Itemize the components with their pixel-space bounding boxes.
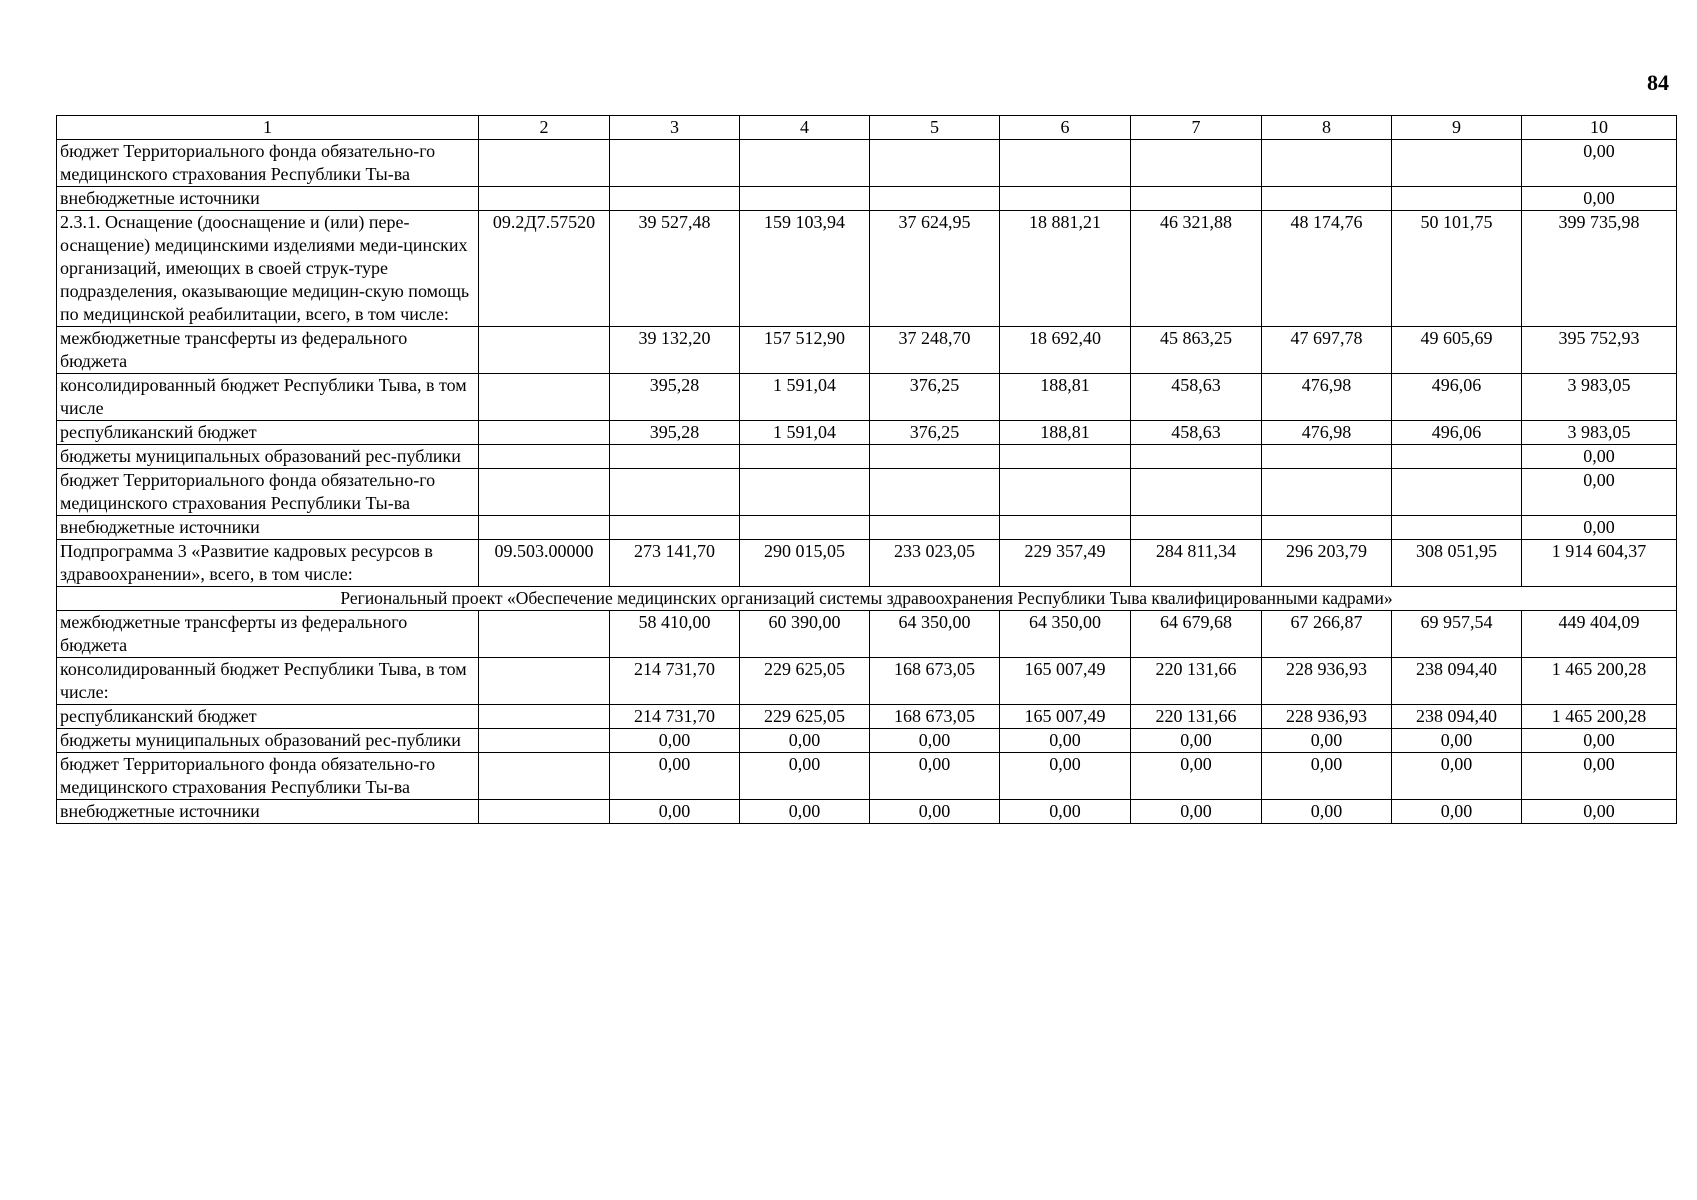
row-name-cell: бюджет Территориального фонда обязательно-го медицинского страхования Республики Ты-ва	[57, 469, 479, 516]
table-row	[57, 516, 1677, 540]
value-cell: 49 605,69	[1392, 327, 1522, 374]
table-row	[57, 705, 1677, 729]
value-cell: 67 266,87	[1262, 611, 1392, 658]
budget-code-cell	[479, 140, 610, 187]
column-header: 7	[1131, 116, 1262, 140]
budget-code-cell: 09.503.00000	[479, 540, 610, 587]
value-cell	[1000, 140, 1131, 187]
value-cell	[1000, 187, 1131, 211]
value-cell: 37 624,95	[870, 211, 1000, 327]
value-cell: 168 673,05	[870, 658, 1000, 705]
section-title: Региональный проект «Обеспечение медицинских организаций системы здравоохранения Республики Тыва квалифицированными кадрами»	[57, 587, 1677, 611]
value-cell	[610, 516, 740, 540]
value-cell: 0,00	[1522, 753, 1677, 800]
value-cell	[740, 187, 870, 211]
row-name-cell: бюджеты муниципальных образований рес-публики	[57, 445, 479, 469]
value-cell: 233 023,05	[870, 540, 1000, 587]
value-cell: 0,00	[1131, 729, 1262, 753]
value-cell: 476,98	[1262, 374, 1392, 421]
value-cell: 188,81	[1000, 374, 1131, 421]
value-cell	[870, 140, 1000, 187]
value-cell: 188,81	[1000, 421, 1131, 445]
value-cell	[1392, 187, 1522, 211]
value-cell: 48 174,76	[1262, 211, 1392, 327]
value-cell: 0,00	[1000, 753, 1131, 800]
value-cell: 496,06	[1392, 421, 1522, 445]
value-cell: 1 591,04	[740, 374, 870, 421]
row-name-cell: внебюджетные источники	[57, 187, 479, 211]
row-name-cell: Подпрограмма 3 «Развитие кадровых ресурсов в здравоохранении», всего, в том числе:	[57, 540, 479, 587]
value-cell	[870, 469, 1000, 516]
table-row	[57, 327, 1677, 374]
section-header-row	[57, 587, 1677, 611]
value-cell: 64 679,68	[1131, 611, 1262, 658]
table-body	[57, 116, 1677, 824]
budget-code-cell	[479, 327, 610, 374]
row-name-cell: межбюджетные трансферты из федерального бюджета	[57, 611, 479, 658]
value-cell: 0,00	[1262, 800, 1392, 824]
value-cell: 45 863,25	[1131, 327, 1262, 374]
value-cell: 58 410,00	[610, 611, 740, 658]
value-cell	[1392, 469, 1522, 516]
row-name-cell: внебюджетные источники	[57, 516, 479, 540]
value-cell: 1 465 200,28	[1522, 658, 1677, 705]
value-cell: 395 752,93	[1522, 327, 1677, 374]
value-cell: 229 625,05	[740, 658, 870, 705]
value-cell: 0,00	[1000, 729, 1131, 753]
value-cell	[1392, 516, 1522, 540]
table-row	[57, 540, 1677, 587]
value-cell: 1 591,04	[740, 421, 870, 445]
value-cell: 39 527,48	[610, 211, 740, 327]
row-name-cell: бюджет Территориального фонда обязательно-го медицинского страхования Республики Ты-ва	[57, 753, 479, 800]
value-cell: 290 015,05	[740, 540, 870, 587]
value-cell: 0,00	[1522, 445, 1677, 469]
value-cell: 228 936,93	[1262, 658, 1392, 705]
value-cell	[1131, 187, 1262, 211]
column-header: 4	[740, 116, 870, 140]
value-cell: 0,00	[1262, 729, 1392, 753]
value-cell: 238 094,40	[1392, 705, 1522, 729]
budget-code-cell	[479, 611, 610, 658]
value-cell	[740, 516, 870, 540]
value-cell	[1000, 445, 1131, 469]
row-name-cell: бюджеты муниципальных образований рес-публики	[57, 729, 479, 753]
value-cell: 0,00	[870, 729, 1000, 753]
table-row	[57, 469, 1677, 516]
value-cell: 308 051,95	[1392, 540, 1522, 587]
value-cell: 0,00	[1131, 753, 1262, 800]
value-cell	[740, 140, 870, 187]
value-cell: 0,00	[1522, 516, 1677, 540]
column-header: 1	[57, 116, 479, 140]
value-cell: 0,00	[1522, 140, 1677, 187]
value-cell: 1 465 200,28	[1522, 705, 1677, 729]
value-cell	[1000, 516, 1131, 540]
value-cell: 220 131,66	[1131, 705, 1262, 729]
value-cell: 1 914 604,37	[1522, 540, 1677, 587]
value-cell: 0,00	[1131, 800, 1262, 824]
table-row	[57, 421, 1677, 445]
value-cell: 69 957,54	[1392, 611, 1522, 658]
row-name-cell: 2.3.1. Оснащение (дооснащение и (или) пере-оснащение) медицинскими изделиями меди-цинских организаций, имеющих в своей струк-туре подразделения, оказывающие медицин-скую помощь по медицинской реабилитации, всего, в том числе:	[57, 211, 479, 327]
value-cell: 0,00	[610, 800, 740, 824]
value-cell	[740, 469, 870, 516]
value-cell	[870, 516, 1000, 540]
value-cell	[1392, 445, 1522, 469]
value-cell	[1262, 469, 1392, 516]
value-cell: 64 350,00	[1000, 611, 1131, 658]
value-cell: 214 731,70	[610, 658, 740, 705]
budget-code-cell	[479, 421, 610, 445]
value-cell	[1131, 516, 1262, 540]
table-row	[57, 800, 1677, 824]
value-cell	[1262, 445, 1392, 469]
budget-code-cell: 09.2Д7.57520	[479, 211, 610, 327]
value-cell: 0,00	[1522, 729, 1677, 753]
value-cell: 0,00	[1262, 753, 1392, 800]
row-name-cell: внебюджетные источники	[57, 800, 479, 824]
value-cell	[740, 445, 870, 469]
value-cell: 496,06	[1392, 374, 1522, 421]
table-row	[57, 611, 1677, 658]
column-header-row	[57, 116, 1677, 140]
value-cell: 0,00	[610, 729, 740, 753]
value-cell: 0,00	[1000, 800, 1131, 824]
value-cell: 376,25	[870, 374, 1000, 421]
table-row	[57, 445, 1677, 469]
value-cell: 0,00	[1522, 187, 1677, 211]
value-cell: 50 101,75	[1392, 211, 1522, 327]
value-cell: 18 881,21	[1000, 211, 1131, 327]
page-number: 84	[1647, 70, 1669, 95]
budget-code-cell	[479, 516, 610, 540]
value-cell: 229 625,05	[740, 705, 870, 729]
value-cell: 376,25	[870, 421, 1000, 445]
value-cell: 0,00	[1522, 469, 1677, 516]
value-cell: 395,28	[610, 374, 740, 421]
row-name-cell: консолидированный бюджет Республики Тыва, в том числе:	[57, 658, 479, 705]
value-cell: 3 983,05	[1522, 421, 1677, 445]
column-header: 5	[870, 116, 1000, 140]
budget-code-cell	[479, 374, 610, 421]
value-cell	[610, 140, 740, 187]
table-row	[57, 658, 1677, 705]
budget-code-cell	[479, 187, 610, 211]
value-cell: 228 936,93	[1262, 705, 1392, 729]
value-cell: 395,28	[610, 421, 740, 445]
value-cell	[1262, 140, 1392, 187]
value-cell	[1000, 469, 1131, 516]
value-cell: 0,00	[1392, 729, 1522, 753]
value-cell: 449 404,09	[1522, 611, 1677, 658]
value-cell: 46 321,88	[1131, 211, 1262, 327]
column-header: 6	[1000, 116, 1131, 140]
budget-code-cell	[479, 800, 610, 824]
value-cell: 284 811,34	[1131, 540, 1262, 587]
budget-code-cell	[479, 658, 610, 705]
value-cell: 399 735,98	[1522, 211, 1677, 327]
budget-code-cell	[479, 753, 610, 800]
value-cell: 64 350,00	[870, 611, 1000, 658]
column-header: 2	[479, 116, 610, 140]
value-cell: 165 007,49	[1000, 658, 1131, 705]
value-cell	[1262, 516, 1392, 540]
value-cell	[1131, 140, 1262, 187]
value-cell	[610, 187, 740, 211]
value-cell: 458,63	[1131, 421, 1262, 445]
value-cell: 0,00	[870, 800, 1000, 824]
value-cell	[610, 469, 740, 516]
value-cell	[1131, 469, 1262, 516]
value-cell: 0,00	[740, 800, 870, 824]
table-row	[57, 729, 1677, 753]
value-cell: 476,98	[1262, 421, 1392, 445]
value-cell: 214 731,70	[610, 705, 740, 729]
value-cell: 3 983,05	[1522, 374, 1677, 421]
row-name-cell: консолидированный бюджет Республики Тыва, в том числе	[57, 374, 479, 421]
row-name-cell: межбюджетные трансферты из федерального бюджета	[57, 327, 479, 374]
value-cell: 37 248,70	[870, 327, 1000, 374]
value-cell: 60 390,00	[740, 611, 870, 658]
value-cell: 0,00	[740, 729, 870, 753]
budget-code-cell	[479, 705, 610, 729]
value-cell	[1392, 140, 1522, 187]
table-row	[57, 140, 1677, 187]
value-cell	[870, 445, 1000, 469]
value-cell: 0,00	[1522, 800, 1677, 824]
table-row	[57, 211, 1677, 327]
value-cell: 18 692,40	[1000, 327, 1131, 374]
value-cell	[1131, 445, 1262, 469]
value-cell: 0,00	[740, 753, 870, 800]
table-row	[57, 187, 1677, 211]
value-cell: 159 103,94	[740, 211, 870, 327]
table-row	[57, 374, 1677, 421]
value-cell: 0,00	[1392, 800, 1522, 824]
value-cell: 458,63	[1131, 374, 1262, 421]
value-cell	[1262, 187, 1392, 211]
value-cell: 47 697,78	[1262, 327, 1392, 374]
table-row	[57, 753, 1677, 800]
value-cell: 220 131,66	[1131, 658, 1262, 705]
value-cell: 168 673,05	[870, 705, 1000, 729]
row-name-cell: бюджет Территориального фонда обязательно-го медицинского страхования Республики Ты-ва	[57, 140, 479, 187]
value-cell: 157 512,90	[740, 327, 870, 374]
value-cell	[870, 187, 1000, 211]
value-cell: 165 007,49	[1000, 705, 1131, 729]
value-cell: 238 094,40	[1392, 658, 1522, 705]
value-cell: 0,00	[870, 753, 1000, 800]
budget-code-cell	[479, 469, 610, 516]
value-cell: 229 357,49	[1000, 540, 1131, 587]
column-header: 10	[1522, 116, 1677, 140]
budget-code-cell	[479, 729, 610, 753]
value-cell: 39 132,20	[610, 327, 740, 374]
column-header: 3	[610, 116, 740, 140]
column-header: 9	[1392, 116, 1522, 140]
value-cell: 0,00	[1392, 753, 1522, 800]
column-header: 8	[1262, 116, 1392, 140]
value-cell: 0,00	[610, 753, 740, 800]
budget-table	[56, 115, 1677, 824]
row-name-cell: республиканский бюджет	[57, 705, 479, 729]
budget-code-cell	[479, 445, 610, 469]
value-cell: 273 141,70	[610, 540, 740, 587]
value-cell: 296 203,79	[1262, 540, 1392, 587]
value-cell	[610, 445, 740, 469]
row-name-cell: республиканский бюджет	[57, 421, 479, 445]
